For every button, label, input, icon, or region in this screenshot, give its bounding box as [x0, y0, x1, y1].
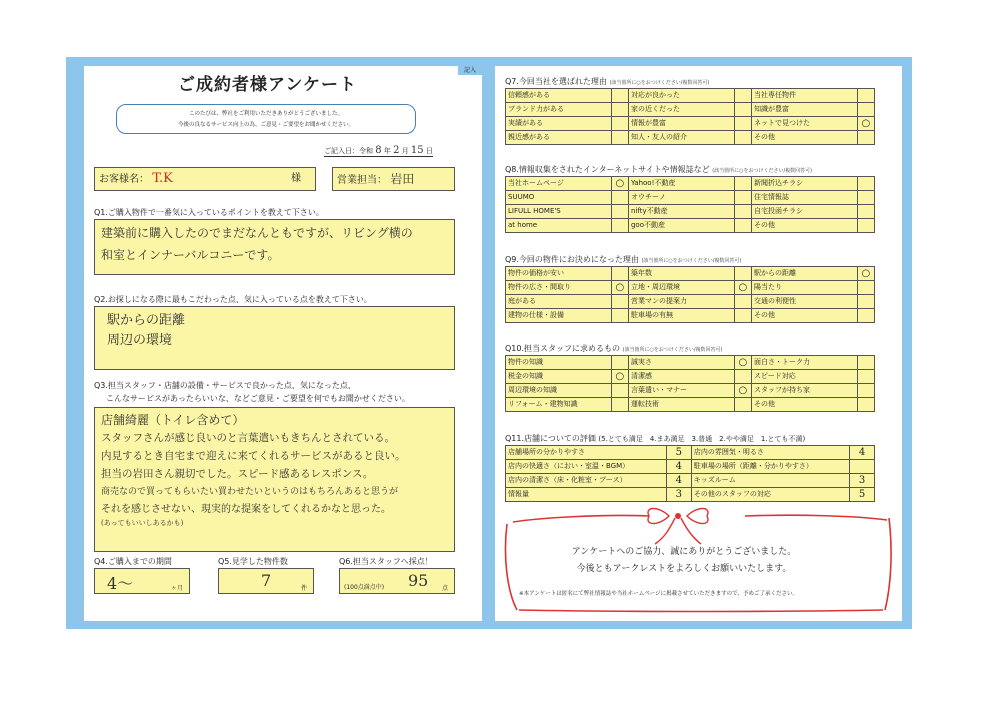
q9-checkbox[interactable] [857, 309, 874, 323]
q7-option-label: ネットで見つけた [751, 117, 857, 131]
date-month: 2 [393, 145, 400, 156]
q7-checkbox[interactable] [857, 89, 874, 103]
q11-score[interactable]: 3 [850, 474, 875, 488]
q10-table [505, 355, 875, 412]
q7-checkbox[interactable] [734, 117, 751, 131]
q7-title-text: Q7.今回当社を選ばれた理由 [505, 77, 607, 86]
answer-3-line-5: 商売なので買ってもらいたい買わせたいというのはもちろんあると思うが [101, 487, 399, 497]
q9-checkbox[interactable]: ○ [857, 267, 874, 281]
q10-checkbox[interactable] [857, 398, 874, 412]
q9-option-label: 陽当たり [751, 281, 857, 295]
answer-5: 7 [261, 571, 272, 590]
survey-sheet [66, 57, 912, 629]
answer-4: 4～ [107, 574, 134, 593]
q7-option-label: 実績がある [506, 117, 612, 131]
thanks-line-2: 今後ともアークレストをよろしくお願いいたします。 [576, 564, 792, 574]
answer-1-line-2: 和室とインナーバルコニーです。 [101, 248, 280, 262]
q8-option-label: goo不動産 [628, 219, 734, 233]
q8-checkbox[interactable] [734, 205, 751, 219]
q10-option-label: 運転技術 [628, 398, 734, 412]
q11-score[interactable]: 4 [666, 460, 691, 474]
q11-title-text: Q11.店舗についての評価 [505, 434, 596, 443]
q11-score[interactable]: 3 [666, 488, 691, 502]
q7-row [506, 103, 875, 117]
q10-checkbox[interactable] [611, 384, 628, 398]
date-day-unit: 日 [425, 147, 433, 155]
answer-3-line-7: (あってもいいしあるかも) [101, 519, 184, 527]
left-page [84, 66, 482, 621]
q8-option-label: LIFULL HOME'S [506, 205, 612, 219]
q11-item-label: 駐車場の場所（距離・分かりやすさ） [691, 460, 849, 474]
q9-checkbox[interactable] [734, 267, 751, 281]
q8-option-label: 住宅情報誌 [751, 191, 857, 205]
q10-checkbox[interactable] [734, 370, 751, 384]
q8-option-label: at home [506, 219, 612, 233]
q8-checkbox[interactable] [734, 177, 751, 191]
answer-3-box [94, 407, 455, 552]
question-6: Q6.担当スタッフへ採点！ [339, 557, 433, 566]
q7-row [506, 131, 875, 145]
footnote: ※本アンケートは匿名にて弊社情報誌や当社ホームページに掲載させていただきますので、予めご了承ください。 [519, 591, 799, 597]
date-year: 8 [375, 145, 382, 156]
q7-option-label: 対応が良かった [628, 89, 734, 103]
q9-option-label: 物件の価格が安い [506, 267, 612, 281]
q8-checkbox[interactable] [611, 219, 628, 233]
answer-4-box [94, 568, 190, 594]
answer-5-unit: 件 [300, 585, 307, 592]
q11-score[interactable] [850, 460, 875, 474]
intro-box [116, 104, 416, 134]
q10-option-label: 誠実さ [628, 356, 734, 370]
answer-3-line-2: スタッフさんが感じ良いのと言葉遣いもきちんとされている。 [101, 432, 395, 444]
q9-checkbox[interactable] [857, 281, 874, 295]
answer-3-line-6: それを感じさせない、現実的な提案をしてくれるかなと思った。 [101, 504, 391, 515]
q9-checkbox[interactable] [611, 267, 628, 281]
q9-checkbox[interactable]: ○ [611, 281, 628, 295]
q7-checkbox[interactable] [857, 103, 874, 117]
q8-option-label: オウチーノ [628, 191, 734, 205]
q11-row [506, 446, 875, 460]
q10-checkbox[interactable] [857, 384, 874, 398]
q11-score[interactable]: 4 [850, 446, 875, 460]
q10-checkbox[interactable]: ○ [734, 356, 751, 370]
answer-6-prefix: (100点満点中) [344, 584, 385, 591]
q7-option-label: その他 [751, 131, 857, 145]
q7-checkbox[interactable] [857, 131, 874, 145]
q9-option-label: 築年数 [628, 267, 734, 281]
q9-checkbox[interactable] [734, 309, 751, 323]
q8-title [505, 164, 812, 175]
q10-option-label: 税金の知識 [506, 370, 612, 384]
answer-6: 95 [408, 571, 429, 590]
answer-6-box [339, 568, 455, 594]
q7-option-label: 知人・友人の紹介 [628, 131, 734, 145]
q10-option-label: スピード対応 [751, 370, 857, 384]
q8-row [506, 205, 875, 219]
q9-checkbox[interactable] [611, 295, 628, 309]
q7-option-label: 情報が豊富 [628, 117, 734, 131]
q8-checkbox[interactable]: ○ [611, 177, 628, 191]
q8-option-label: その他 [751, 219, 857, 233]
answer-3-line-3: 内見するとき自宅まで迎えに来てくれるサービスがあると良い。 [101, 450, 406, 462]
q10-checkbox[interactable] [611, 398, 628, 412]
q11-item-label: 店内の雰囲気・明るさ [691, 446, 849, 460]
thanks-line-1: アンケートへのご協力、誠にありがとうございました。 [571, 547, 797, 557]
q10-row [506, 356, 875, 370]
q11-row [506, 460, 875, 474]
q7-note: (該当箇所に○をおつけください/複数回答可) [609, 80, 710, 86]
q10-option-label: その他 [751, 398, 857, 412]
intro-line-2: 今後の良なるサービス向上の為、ご意見・ご要望をお聞かせください。 [177, 122, 354, 128]
q9-option-label: 営業マンの提案力 [628, 295, 734, 309]
customer-label: お客様名： [99, 174, 149, 185]
q9-option-label: 物件の広さ・間取り [506, 281, 612, 295]
answer-5-box [218, 568, 314, 594]
q11-item-label: その他のスタッフの対応 [691, 488, 849, 502]
q9-note: (該当箇所に○をおつけください/複数回答可) [641, 258, 742, 264]
q10-option-label: 面白さ・トーク力 [751, 356, 857, 370]
q10-title-text: Q10.担当スタッフに求めるもの [505, 344, 621, 353]
q10-option-label: 言葉遣い・マナー [628, 384, 734, 398]
q8-option-label: SUUMO [506, 191, 612, 205]
q8-option-label: 新聞折込チラシ [751, 177, 857, 191]
q9-table [505, 266, 875, 323]
q11-row [506, 488, 875, 502]
q10-checkbox[interactable] [734, 398, 751, 412]
q10-checkbox[interactable]: ○ [611, 370, 628, 384]
sales-name: 岩田 [390, 172, 415, 186]
q8-row [506, 219, 875, 233]
question-3 [94, 379, 410, 405]
q8-table [505, 176, 875, 233]
q10-option-label: スタッフが持ち家 [751, 384, 857, 398]
q7-option-label: 当社専任物件 [751, 89, 857, 103]
q8-checkbox[interactable] [857, 219, 874, 233]
q10-row [506, 370, 875, 384]
q7-option-label: 家の近くだった [628, 103, 734, 117]
q9-title [505, 254, 741, 265]
q10-checkbox[interactable] [857, 356, 874, 370]
q7-option-label: 信頼感がある [506, 89, 612, 103]
thank-you-card [499, 506, 897, 616]
right-page [495, 66, 902, 621]
q7-checkbox[interactable] [734, 131, 751, 145]
customer-suffix: 様 [291, 173, 301, 184]
q7-checkbox[interactable] [611, 103, 628, 117]
q9-option-label: 庭がある [506, 295, 612, 309]
q7-checkbox[interactable] [734, 89, 751, 103]
date-year-unit: 年 [383, 147, 391, 155]
q9-option-label: 駐車場の有無 [628, 309, 734, 323]
answer-2-box [94, 306, 455, 370]
q11-score[interactable]: 5 [666, 446, 691, 460]
q7-title [505, 76, 709, 87]
q8-option-label: Yahoo!不動産 [628, 177, 734, 191]
q9-checkbox[interactable] [611, 309, 628, 323]
q10-option-label: 物件の知識 [506, 356, 612, 370]
customer-name: T.K [152, 171, 173, 186]
q8-checkbox[interactable] [611, 191, 628, 205]
answer-6-unit: 点 [441, 585, 448, 592]
date-day: 15 [410, 145, 424, 156]
q10-option-label: 周辺環境の知識 [506, 384, 612, 398]
q11-item-label: キッズルーム [691, 474, 849, 488]
answer-4-unit: ヶ月 [170, 585, 183, 592]
q9-title-text: Q9.今回の物件にお決めになった理由 [505, 255, 639, 264]
q9-row [506, 309, 875, 323]
question-3-line-1: Q3.担当スタッフ・店舗の設備・サービスで良かった点、気になった点、 [94, 381, 356, 390]
q8-checkbox[interactable] [857, 177, 874, 191]
tab-label: 記入 [458, 66, 482, 75]
q11-row [506, 474, 875, 488]
answer-2-line-2: 周辺の環境 [107, 333, 173, 348]
question-1: Q1.ご購入物件で一番気に入っているポイントを教えて下さい。 [94, 208, 324, 217]
q9-row [506, 281, 875, 295]
question-4: Q4.ご購入までの期間 [94, 557, 172, 566]
q9-row [506, 267, 875, 281]
q8-checkbox[interactable] [611, 205, 628, 219]
q7-table [505, 88, 875, 145]
q9-option-label: 建物の仕様・設備 [506, 309, 612, 323]
q8-option-label: 当社ホームページ [506, 177, 612, 191]
q7-checkbox[interactable] [734, 103, 751, 117]
q8-note: (該当箇所に○をおつけください/複数回答可) [712, 168, 813, 174]
q7-checkbox[interactable] [611, 131, 628, 145]
q8-title-text: Q8.情報収集をされたインターネットサイトや情報誌など [505, 165, 710, 174]
q8-option-label: 自宅投函チラシ [751, 205, 857, 219]
q8-checkbox[interactable] [857, 191, 874, 205]
answer-2-line-1: 駅からの距離 [107, 313, 186, 328]
q11-score[interactable]: 5 [850, 488, 875, 502]
q7-row [506, 117, 875, 131]
question-3-line-2: こんなサービスがあったらいいな、などご意見・ご要望を何でもお聞かせください。 [106, 394, 410, 403]
q10-row [506, 384, 875, 398]
q11-title [505, 433, 805, 444]
q8-checkbox[interactable] [734, 191, 751, 205]
q11-table [505, 445, 875, 502]
q9-option-label: 立地・周辺環境 [628, 281, 734, 295]
q7-checkbox[interactable] [611, 117, 628, 131]
q7-option-label: 親近感がある [506, 131, 612, 145]
question-5: Q5.見学した物件数 [218, 557, 288, 566]
q8-row [506, 191, 875, 205]
answer-1-box [94, 219, 455, 275]
q8-option-label: nifty不動産 [628, 205, 734, 219]
q11-item-label: 店舗場所の分かりやすさ [506, 446, 667, 460]
customer-name-box [94, 167, 316, 191]
question-2: Q2.お探しになる際に最もこだわった点、気に入っている点を教えて下さい。 [94, 295, 372, 304]
q10-checkbox[interactable] [611, 356, 628, 370]
q10-title [505, 343, 722, 354]
q7-option-label: ブランド力がある [506, 103, 612, 117]
q10-checkbox[interactable] [857, 370, 874, 384]
q10-row [506, 398, 875, 412]
q11-item-label: 店内の快適さ（におい・室温・BGM） [506, 460, 667, 474]
answer-3-line-4: 担当の岩田さん親切でした。スピード感あるレスポンス。 [101, 468, 374, 480]
q9-checkbox[interactable] [857, 295, 874, 309]
q11-item-label: 店内の清潔さ（床・化粧室・ブース） [506, 474, 667, 488]
q7-row [506, 89, 875, 103]
q9-option-label: その他 [751, 309, 857, 323]
q9-option-label: 駅からの距離 [751, 267, 857, 281]
q10-checkbox[interactable]: ○ [734, 384, 751, 398]
q11-item-label: 情報量 [506, 488, 667, 502]
intro-line-1: このたびは、弊社をご利用いただきありがとうございました。 [188, 111, 343, 117]
q7-checkbox[interactable]: ○ [857, 117, 874, 131]
q11-score[interactable]: 4 [666, 474, 691, 488]
date-month-unit: 月 [401, 147, 409, 155]
page-title: ご成約者様アンケート [178, 75, 357, 95]
date-prefix: ご記入日：令和 [324, 147, 373, 155]
date-line [324, 145, 433, 157]
q7-checkbox[interactable] [611, 89, 628, 103]
q8-row [506, 177, 875, 191]
q10-option-label: リフォーム・建物知識 [506, 398, 612, 412]
q9-checkbox[interactable] [734, 295, 751, 309]
answer-1-line-1: 建築前に購入したのでまだなんともですが、リビング横の [101, 226, 413, 240]
q11-scale: (5.とても満足 4.まあ満足 3.普通 2.やや満足 1.とても不満) [598, 435, 806, 443]
answer-3-line-1: 店舗綺麗（トイレ含めて） [101, 413, 245, 427]
q8-checkbox[interactable] [734, 219, 751, 233]
q10-option-label: 清潔感 [628, 370, 734, 384]
q9-option-label: 交通の利便性 [751, 295, 857, 309]
sales-rep-box [332, 167, 455, 191]
q10-note: (該当箇所に○をおつけください/複数回答可) [622, 347, 723, 353]
q7-option-label: 知識が豊富 [751, 103, 857, 117]
q8-checkbox[interactable] [857, 205, 874, 219]
q9-row [506, 295, 875, 309]
q9-checkbox[interactable]: ○ [734, 281, 751, 295]
sales-label: 営業担当： [337, 175, 387, 186]
